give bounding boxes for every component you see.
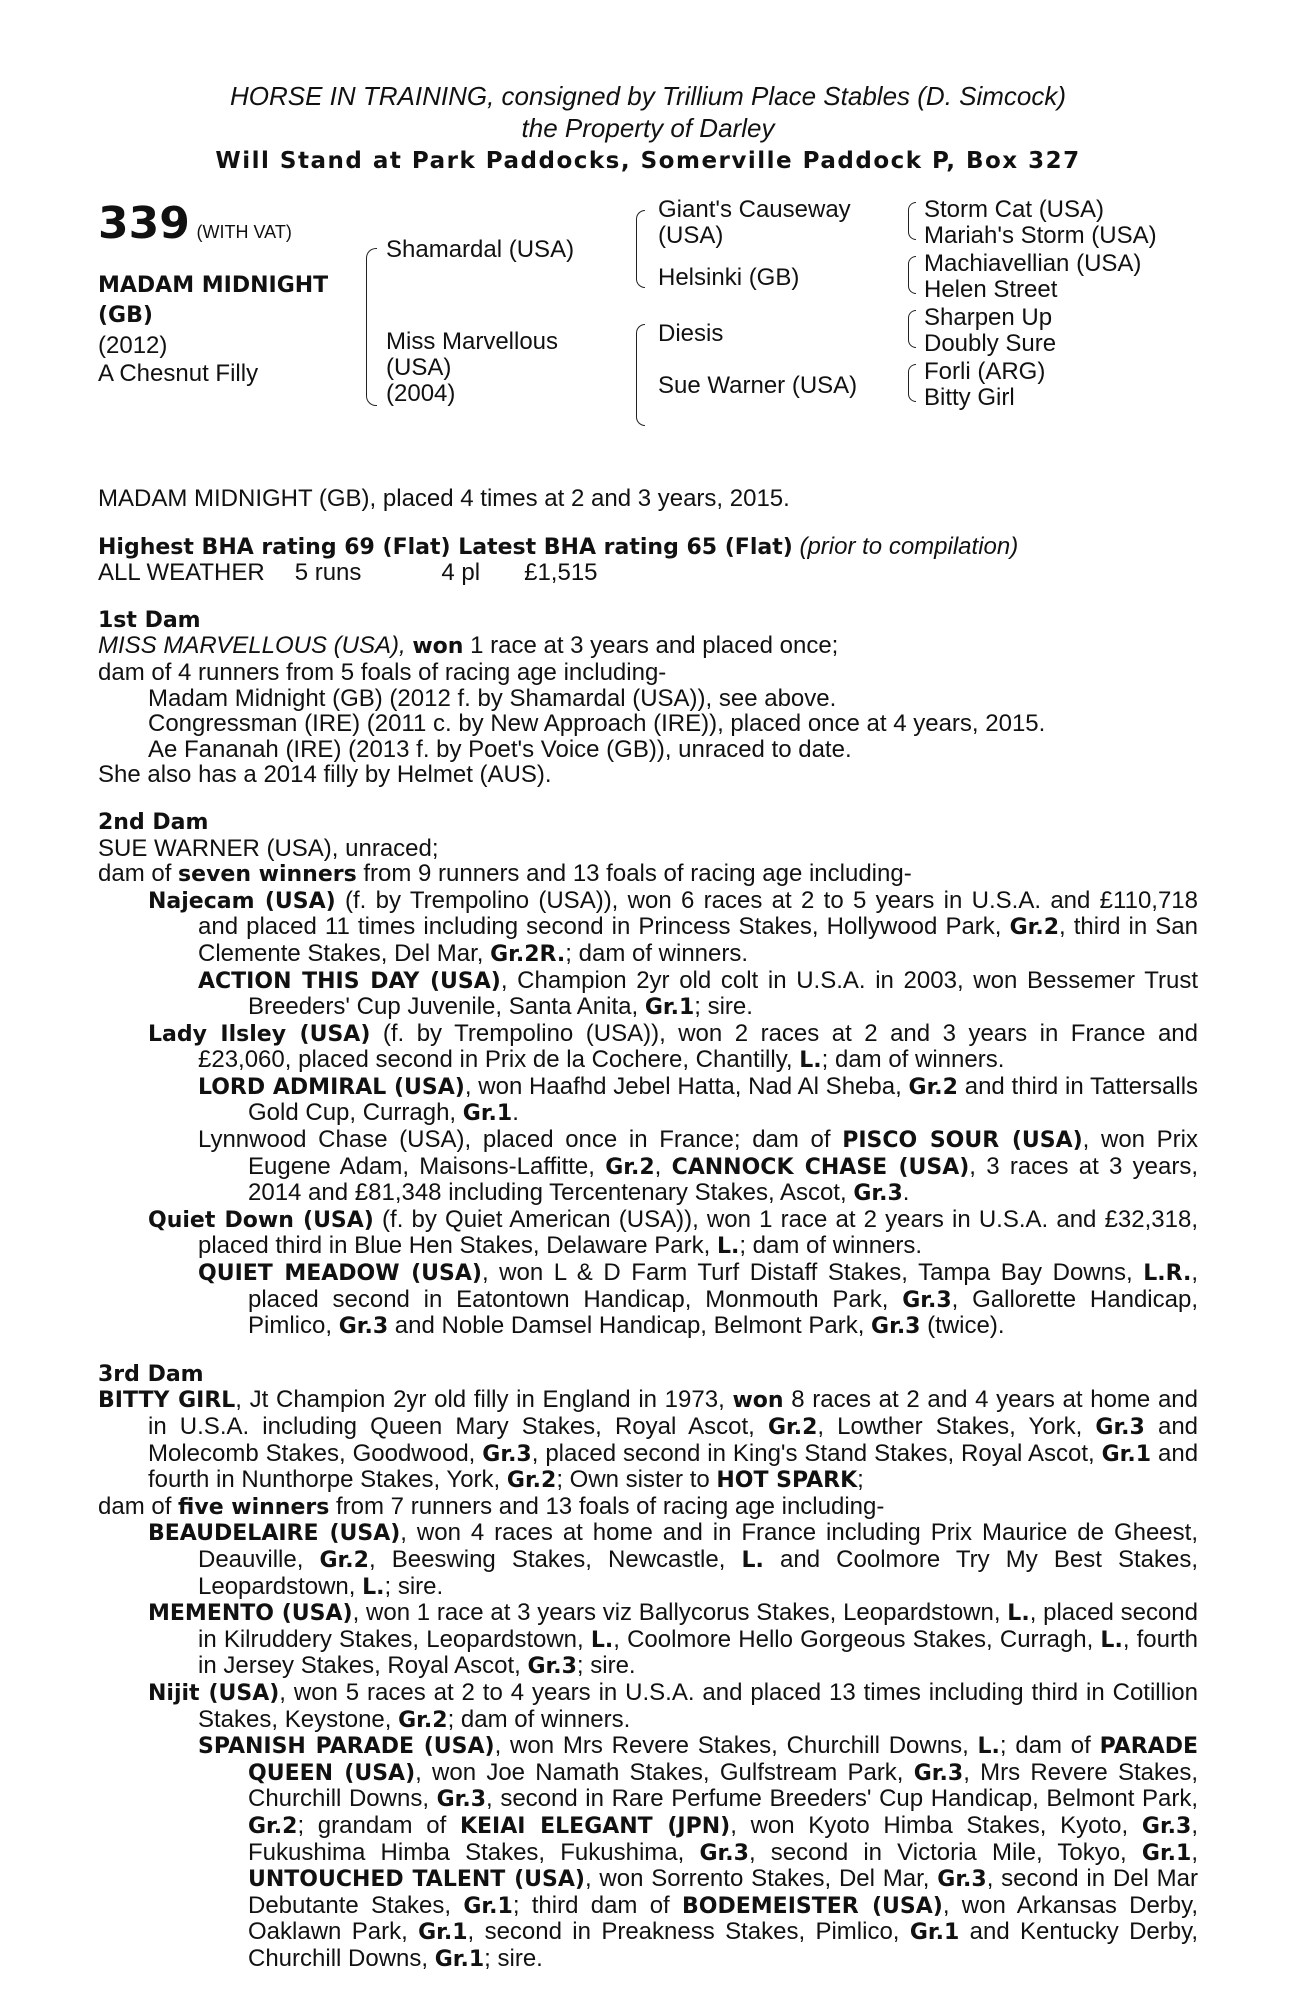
second-dam-line: SUE WARNER (USA), unraced; [98, 834, 439, 862]
bha-rating: Highest BHA rating 69 (Flat) Latest BHA rating 65 (Flat) (prior to compilation) [98, 532, 1019, 560]
dam-year: (2004) [386, 380, 456, 407]
dam: Miss Marvellous [386, 328, 559, 355]
produce-item: SPANISH PARADE (USA), won Mrs Revere Stakes, Churchill Downs, L.; dam of PARADE QUEEN (USA), won Joe Namath Stakes, Gulfstream Park, Gr.3, Mrs Revere Stakes, Churchill Downs, Gr.3, second in Rare Perfume Breeders' Cup Handicap, Belmont Park, Gr.2; grandam of KEIAI ELEGANT (JPN), won Kyoto Himba Stakes, Kyoto, Gr.3, Fukushima Himba Stakes, Fukushima, Gr.3, second in Victoria Mile, Tokyo, Gr.1, UNTOUCHED TALENT (USA), won Sorrento Stakes, Del Mar, Gr.3, second in Del Mar Debutante Stakes, Gr.1; third dam of BODEMEISTER (USA), won Arkansas Derby, Oaklawn Park, Gr.1, second in Preakness Stakes, Pimlico, Gr.1 and Kentucky Derby, Churchill Downs, Gr.1; sire. [198, 1732, 1199, 1972]
grandsire-4: Forli (ARG) [924, 358, 1046, 385]
second-dam-heading: 2nd Dam [98, 809, 209, 835]
third-dam-line: BITTY GIRL, Jt Champion 2yr old filly in England in 1973, won 8 races at 2 and 4 years at home and in U.S.A. including Queen Mary Stakes, Royal Ascot, Gr.2, Lowther Stakes, York, Gr.3 and Molecomb Stakes, Goodwood, Gr.3, placed second in King's Stand Stakes, Royal Ascot, Gr.1 and fourth in Nunthorpe Stakes, York, Gr.2; Own sister to HOT SPARK; [98, 1386, 1199, 1494]
produce-item: Madam Midnight (GB) (2012 f. by Shamardal (USA)), see above. [148, 684, 837, 712]
granddam-2: Helen Street [924, 276, 1058, 303]
sire: Shamardal (USA) [386, 236, 575, 263]
produce-item: QUIET MEADOW (USA), won L & D Farm Turf Distaff Stakes, Tampa Bay Downs, L.R., placed second in Eatontown Handicap, Monmouth Park, Gr.3, Gallorette Handicap, Pimlico, Gr.3 and Noble Damsel Handicap, Belmont Park, Gr.3 (twice). [198, 1259, 1199, 1340]
sire-sire-country: (USA) [658, 222, 724, 249]
produce-item: Lynnwood Chase (USA), placed once in France; dam of PISCO SOUR (USA), won Prix Eugene Adam, Maisons-Laffitte, Gr.2, CANNOCK CHASE (USA), 3 races at 3 years, 2014 and £81,348 including Tercentenary Stakes, Ascot, Gr.3. [198, 1126, 1199, 1207]
lot-number-row [98, 198, 292, 249]
produce-item: Congressman (IRE) (2011 c. by New Approach (IRE)), placed once at 4 years, 2015. [148, 710, 1046, 738]
brace-g1 [908, 202, 916, 240]
brace-sire [636, 210, 645, 288]
produce-item: Ae Fananah (IRE) (2013 f. by Poet's Voice (GB)), unraced to date. [148, 735, 852, 763]
granddam-3: Doubly Sure [924, 330, 1057, 357]
third-dam-heading: 3rd Dam [98, 1361, 204, 1387]
granddam-1: Mariah's Storm (USA) [924, 222, 1157, 249]
lot-number: 339 [98, 198, 190, 249]
dam-country: (USA) [386, 354, 452, 381]
brace-g4 [908, 364, 916, 402]
grandsire-3: Sharpen Up [924, 304, 1053, 331]
produce-item: LORD ADMIRAL (USA), won Haafhd Jebel Hatta, Nad Al Sheba, Gr.2 and third in Tattersalls Gold Cup, Curragh, Gr.1. [198, 1072, 1199, 1127]
brace-g3 [908, 310, 916, 348]
second-dam-produce-intro: dam of seven winners from 9 runners and 13 foals of racing age including- [98, 860, 912, 888]
produce-item: ACTION THIS DAY (USA), Champion 2yr old colt in U.S.A. in 2003, won Bessemer Trust Breeders' Cup Juvenile, Santa Anita, Gr.1; sire. [198, 966, 1198, 1021]
first-dam-note: She also has a 2014 filly by Helmet (AUS). [98, 761, 552, 789]
produce-item: BEAUDELAIRE (USA), won 4 races at home and in France including Prix Maurice de Gheest, Deauville, Gr.2, Beeswing Stakes, Newcastle, L. and Coolmore Try My Best Stakes, Leopardstown, L.; sire. [148, 1519, 1199, 1600]
horse-country: (GB) [98, 303, 153, 328]
granddam-4: Bitty Girl [924, 384, 1015, 411]
brace-dam [636, 324, 645, 426]
property-line: the Property of Darley [521, 113, 775, 143]
first-dam-heading: 1st Dam [98, 607, 201, 633]
pedigree-table [98, 196, 1198, 486]
foaling-year: (2012) [98, 332, 168, 359]
produce-item: Najecam (USA) (f. by Trempolino (USA)), won 6 races at 2 to 5 years in U.S.A. and £110,718 and placed 11 times including second in Princess Stakes, Hollywood Park, Gr.2, third in San Clemente Stakes, Del Mar, Gr.2R.; dam of winners. [148, 886, 1199, 967]
grandsire-1: Storm Cat (USA) [924, 196, 1105, 223]
dam-sire: Diesis [658, 320, 724, 347]
produce-item: MEMENTO (USA), won 1 race at 3 years viz Ballycorus Stakes, Leopardstown, L., placed second in Kilruddery Stakes, Leopardstown, L., Coolmore Hello Gorgeous Stakes, Curragh, L., fourth in Jersey Stakes, Royal Ascot, Gr.3; sire. [148, 1599, 1199, 1680]
first-dam-produce-intro: dam of 4 runners from 5 foals of racing age including- [98, 658, 667, 686]
consignor-line: HORSE IN TRAINING, consigned by Trillium Place Stables (D. Simcock) [229, 81, 1067, 111]
sire-sire: Giant's Causeway [658, 196, 851, 223]
produce-item: Quiet Down (USA) (f. by Quiet American (USA)), won 1 race at 2 years in U.S.A. and £32,318, placed third in Blue Hen Stakes, Delaware Park, L.; dam of winners. [148, 1205, 1198, 1260]
catalogue-page [98, 80, 1198, 1972]
stand-line: Will Stand at Park Paddocks, Somerville Paddock P, Box 327 [215, 148, 1081, 174]
produce-item: Lady Ilsley (USA) (f. by Trempolino (USA)), won 2 races at 2 and 3 years in France and £23,060, placed second in Prix de la Cochere, Chantilly, L.; dam of winners. [148, 1019, 1199, 1074]
horse-name: MADAM MIDNIGHT [98, 273, 329, 298]
produce-item: Nijit (USA), won 5 races at 2 to 4 years in U.S.A. and placed 13 times including third in Cotillion Stakes, Keystone, Gr.2; dam of winners. [148, 1678, 1198, 1733]
catalogue-body [98, 486, 1198, 1972]
sire-dam: Helsinki (GB) [658, 264, 800, 291]
brace-g2 [908, 256, 916, 294]
first-dam-line: MISS MARVELLOUS (USA), won 1 race at 3 years and placed once; [98, 632, 839, 660]
third-dam-produce-intro: dam of five winners from 7 runners and 13 foals of racing age including- [98, 1492, 885, 1520]
vat-note: (WITH VAT) [196, 222, 292, 242]
grandsire-2: Machiavellian (USA) [924, 250, 1142, 277]
horse-description: A Chesnut Filly [98, 360, 259, 387]
race-summary: MADAM MIDNIGHT (GB), placed 4 times at 2 and 3 years, 2015. [98, 485, 790, 512]
all-weather-record: ALL WEATHER 5 runs 4 pl £1,515 [98, 559, 598, 587]
dam-dam: Sue Warner (USA) [658, 372, 858, 399]
brace-parents [366, 248, 377, 406]
